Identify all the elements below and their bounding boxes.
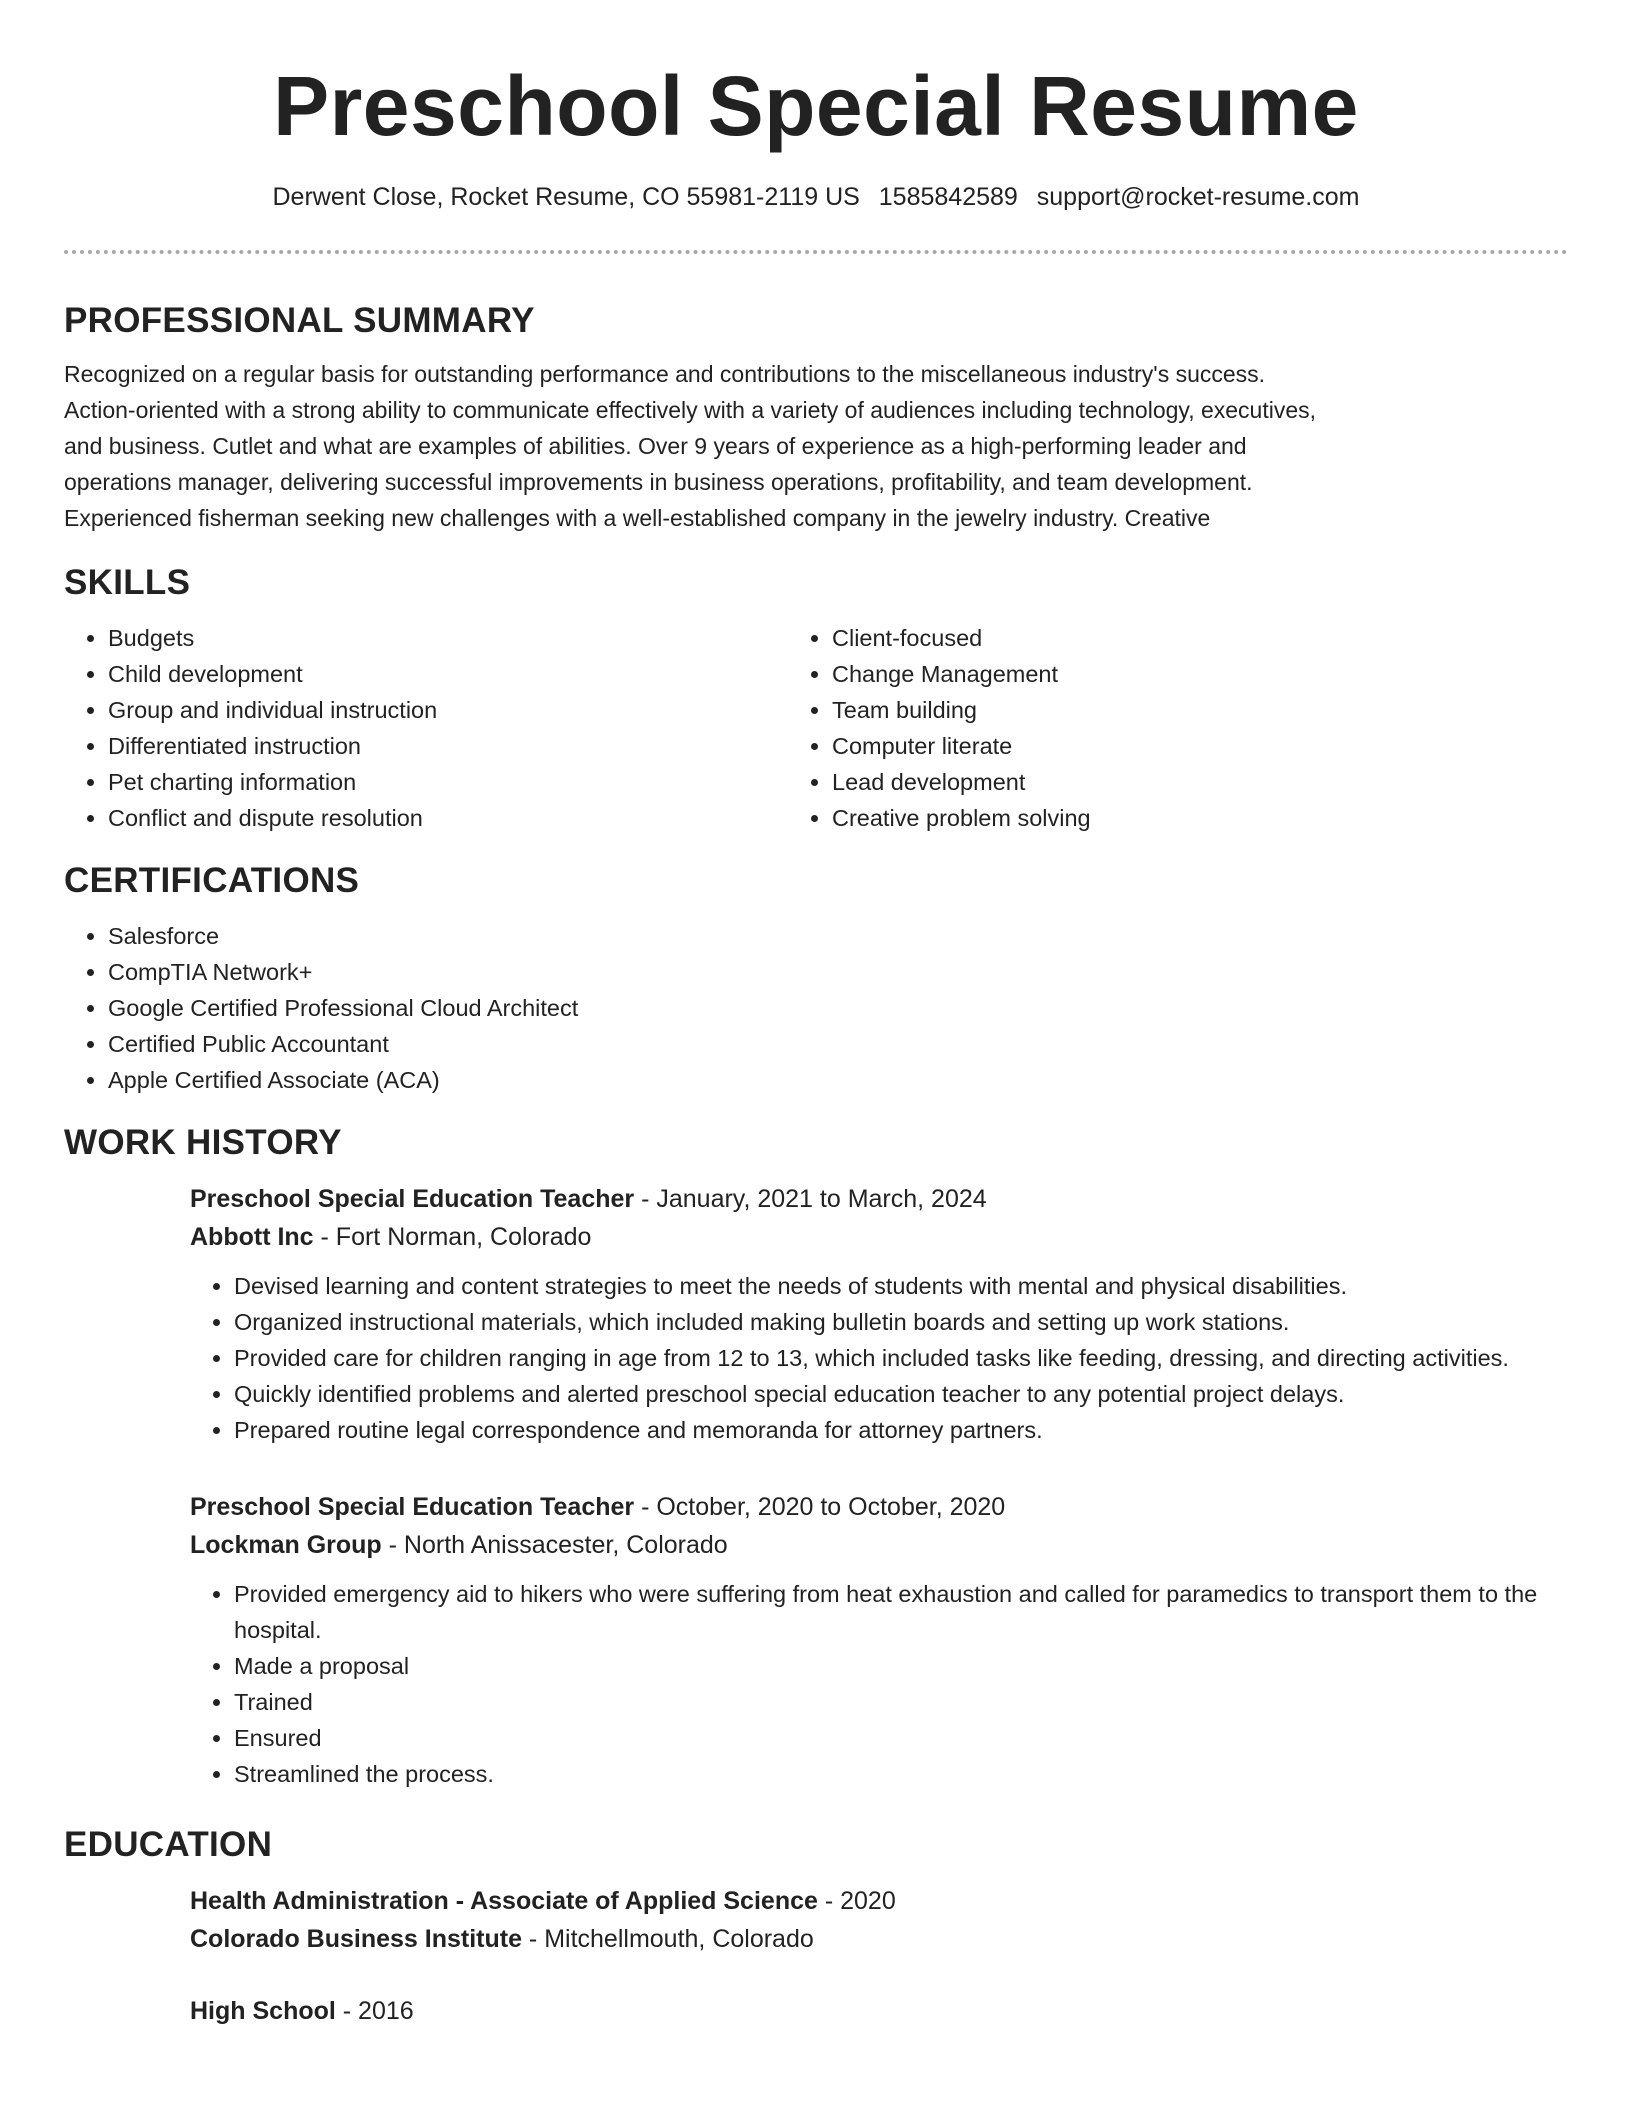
job-bullet: • Made a proposal	[234, 1648, 1568, 1684]
job-dates: - January, 2021 to March, 2024	[634, 1185, 987, 1213]
contact-phone: 1585842589	[878, 183, 1018, 211]
job-entry	[190, 1180, 1568, 1448]
certification-item: • Apple Certified Associate (ACA)	[108, 1062, 1568, 1098]
job-location: - North Anissacester, Colorado	[381, 1531, 728, 1559]
job-dates: - October, 2020 to October, 2020	[634, 1493, 1006, 1521]
skill-item: • Team building	[832, 692, 1512, 728]
job-bullets	[190, 1576, 1568, 1792]
job-company-line	[190, 1526, 1568, 1564]
work-history	[190, 1180, 1568, 1792]
job-bullet: • Trained	[234, 1684, 1568, 1720]
certification-item: • CompTIA Network+	[108, 954, 1568, 990]
job-bullet: • Devised learning and content strategies to meet the needs of students with mental and physical disabilities.	[234, 1268, 1568, 1304]
skill-item: • Client-focused	[832, 620, 1512, 656]
skill-item: • Lead development	[832, 764, 1512, 800]
certification-item: • Google Certified Professional Cloud Architect	[108, 990, 1568, 1026]
resume-name: Preschool Special Resume	[273, 59, 1359, 153]
summary-title: PROFESSIONAL SUMMARY	[64, 301, 535, 340]
job-role-line	[190, 1180, 1568, 1218]
job-location: - Fort Norman, Colorado	[313, 1223, 592, 1251]
education-year: - 2020	[817, 1887, 896, 1915]
skill-item: • Conflict and dispute resolution	[108, 800, 788, 836]
summary-line: and business. Cutlet and what are examples of abilities. Over 9 years of experience as a high-performing leader and	[64, 433, 1247, 459]
certifications-title: CERTIFICATIONS	[64, 861, 360, 900]
job-bullet: • Organized instructional materials, which included making bulletin boards and setting up work stations.	[234, 1304, 1568, 1340]
job-entry	[190, 1488, 1568, 1792]
contact-address: Derwent Close, Rocket Resume, CO 55981-2119 US	[272, 183, 860, 211]
certifications-list	[64, 918, 1568, 1098]
skill-item: • Budgets	[108, 620, 788, 656]
summary-text	[64, 356, 1568, 536]
certification-item: • Certified Public Accountant	[108, 1026, 1568, 1062]
skills-column-left	[64, 620, 788, 836]
education-degree-line	[190, 1992, 1568, 2030]
skill-item: • Child development	[108, 656, 788, 692]
education-degree: Health Administration - Associate of Applied Science	[190, 1887, 818, 1915]
skills-column-right	[788, 620, 1512, 836]
job-role: Preschool Special Education Teacher	[190, 1185, 635, 1213]
header-divider	[64, 250, 1568, 254]
summary-line: Experienced fisherman seeking new challenges with a well-established company in the jewelry industry. Creative	[64, 505, 1211, 531]
skills-list	[64, 620, 1568, 836]
contact-email: support@rocket-resume.com	[1036, 183, 1360, 211]
job-bullet: • Ensured	[234, 1720, 1568, 1756]
education-entry	[190, 1882, 1568, 1958]
skill-item: • Differentiated instruction	[108, 728, 788, 764]
certifications-bullets	[64, 918, 1568, 1098]
summary-line: Action-oriented with a strong ability to communicate effectively with a variety of audiences including technology, executives,	[64, 397, 1317, 423]
skill-item: • Change Management	[832, 656, 1512, 692]
education-location: - Mitchellmouth, Colorado	[521, 1925, 814, 1953]
job-company: Abbott Inc	[190, 1223, 314, 1251]
education-title: EDUCATION	[64, 1825, 273, 1864]
skill-item: • Group and individual instruction	[108, 692, 788, 728]
work-history-title: WORK HISTORY	[64, 1123, 342, 1162]
summary-line: operations manager, delivering successful improvements in business operations, profitability, and team development.	[64, 469, 1253, 495]
job-bullets	[190, 1268, 1568, 1448]
job-company: Lockman Group	[190, 1531, 382, 1559]
education-year: - 2016	[335, 1997, 414, 2025]
skill-item: • Pet charting information	[108, 764, 788, 800]
job-role: Preschool Special Education Teacher	[190, 1493, 635, 1521]
skill-item: • Creative problem solving	[832, 800, 1512, 836]
job-bullet: • Provided care for children ranging in age from 12 to 13, which included tasks like feeding, dressing, and directing activities.	[234, 1340, 1568, 1376]
job-bullet: • Streamlined the process.	[234, 1756, 1568, 1792]
skill-item: • Computer literate	[832, 728, 1512, 764]
resume-content	[64, 296, 1568, 2030]
education-list	[190, 1882, 1568, 2030]
certification-item: • Salesforce	[108, 918, 1568, 954]
job-bullet: • Provided emergency aid to hikers who were suffering from heat exhaustion and called for paramedics to transport them to the hospital.	[234, 1576, 1568, 1648]
education-school-line	[190, 1920, 1568, 1958]
contact-line	[0, 180, 1632, 214]
education-entry	[190, 1992, 1568, 2030]
education-degree-line	[190, 1882, 1568, 1920]
job-role-line	[190, 1488, 1568, 1526]
job-bullet: • Prepared routine legal correspondence and memoranda for attorney partners.	[234, 1412, 1568, 1448]
job-bullet: • Quickly identified problems and alerted preschool special education teacher to any potential project delays.	[234, 1376, 1568, 1412]
education-degree: High School	[190, 1997, 336, 2025]
summary-line: Recognized on a regular basis for outstanding performance and contributions to the miscellaneous industry's success.	[64, 361, 1266, 387]
skills-title: SKILLS	[64, 563, 191, 602]
education-school: Colorado Business Institute	[190, 1925, 522, 1953]
job-company-line	[190, 1218, 1568, 1256]
